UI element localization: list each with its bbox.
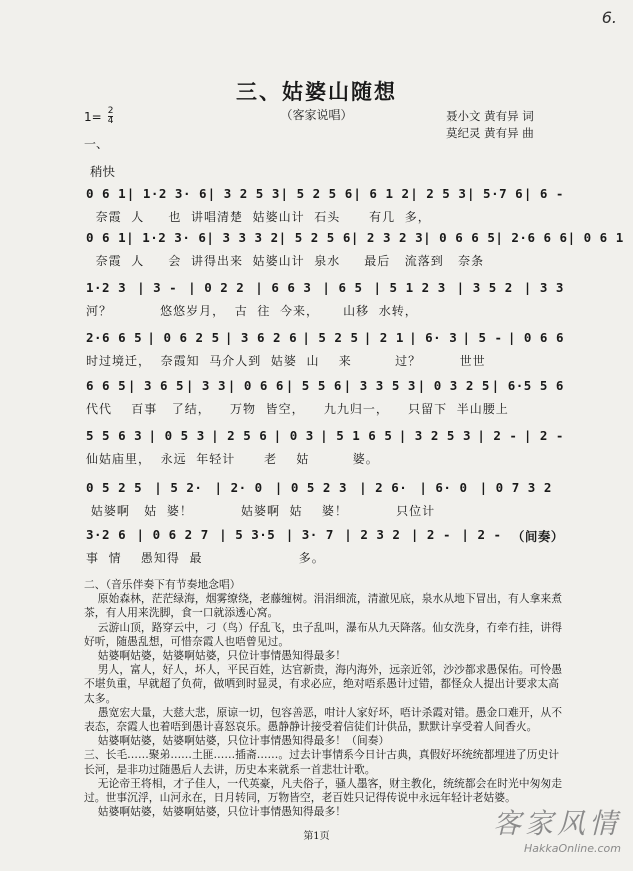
credits: [446, 108, 534, 142]
notation-line: [86, 186, 564, 201]
score-line: [86, 280, 564, 318]
measure: | 0 5 2 3: [274, 480, 348, 495]
song-title: 三、姑婆山随想: [236, 79, 397, 104]
notation-line: [86, 230, 624, 245]
narration-text: [84, 578, 564, 819]
measure: | 6· 3: [409, 330, 458, 345]
measure: | 3 3 3 2: [206, 230, 279, 245]
prose-paragraph: 姑婆啊姑婆，姑婆啊姑婆，只位计事情愚知得最多！（间奏）: [84, 734, 390, 748]
page-footer: 第1页: [303, 831, 330, 842]
song-subtitle: （客家说唱）: [280, 108, 353, 122]
measure: | 0 2 2: [188, 280, 245, 295]
notation-line: [86, 330, 564, 345]
prose-paragraph: 原始森林，茫茫绿海，烟雾缭绕，老藤缠树。涓涓细流，清澈见底，泉水从地下冒出，有人拿来煮茶，有人用来洗脚，食一口就添透心窝。: [84, 592, 562, 620]
time-denominator: 4: [107, 116, 114, 126]
prose-paragraph: 二、（音乐伴奏下有节奏地念唱）: [84, 578, 241, 591]
measure: | 0 6 1: [567, 230, 624, 245]
measure: | 5 2 5: [302, 330, 359, 345]
measure: | 3· 7: [285, 527, 334, 542]
watermark-url: HakkaOnline.com: [524, 842, 621, 855]
measure: | 5·7 6: [467, 186, 524, 201]
measure: 2·6 6 5: [86, 330, 143, 345]
page-corner-number: 6.: [601, 8, 617, 27]
measure: | 2 1: [363, 330, 404, 345]
measure: | 5 2 5 6: [278, 230, 351, 245]
prose-paragraph: 三、长毛……聚弟……土匪……插斋……。过去计事情系今日计古典，真假好坏统统都埋进了历史计长河，是非功过随愚后人去讲，历史本来就系一首悲壮计歌。: [84, 748, 560, 776]
measure: | 3 3 5 3: [343, 378, 416, 393]
measure: 0 6 1: [86, 186, 127, 201]
measure: | 6 6 3: [255, 280, 312, 295]
measure: 3·2 6: [86, 527, 127, 542]
lyric-line: 河？ 悠悠岁月， 古 往 今来， 山移 水转，: [86, 304, 418, 318]
measure: | 3 3: [523, 280, 564, 295]
score-line: [86, 480, 564, 518]
watermark: [493, 802, 621, 855]
section-one-label: 一、: [84, 137, 109, 151]
prose-paragraph: 姑婆啊姑婆，姑婆啊姑婆，只位计事情愚知得最多！: [84, 649, 347, 663]
notation-line: [86, 527, 564, 545]
composer-credit: 莫纪灵 黄有异 曲: [446, 126, 534, 140]
lyric-line: 仙姑庙里， 永远 年轻计 老 姑 婆。: [86, 452, 379, 466]
measure: | 2 -: [410, 527, 451, 542]
measure: | 0 3 2 5: [417, 378, 490, 393]
lyric-line: 事 情 愚知得 最 多。: [86, 551, 325, 565]
measure: | 5 2·: [154, 480, 203, 495]
measure: | 6 -: [523, 186, 564, 201]
measure: | 0 6 6: [507, 330, 564, 345]
measure: | 6·5 5 6: [491, 378, 564, 393]
measure: | 6· 0: [419, 480, 468, 495]
measure: | 2·6 6 6: [495, 230, 568, 245]
measure: | 2 -: [477, 428, 518, 443]
prose-paragraph: 姑婆啊姑婆，姑婆啊姑婆，只位计事情愚知得最多！: [84, 805, 347, 819]
notation-line: [86, 480, 564, 495]
measure: | 3 2 5 3: [207, 186, 280, 201]
measure: | 5 5 6: [285, 378, 342, 393]
watermark-logo-text: 客家风情: [492, 807, 621, 840]
time-signature: [108, 107, 114, 126]
measure: | 0 6 2 7: [136, 527, 209, 542]
measure: | 3 3: [185, 378, 226, 393]
measure: | 0 6 6: [227, 378, 284, 393]
measure: | 2 5 3: [410, 186, 467, 201]
key-signature: [84, 107, 113, 126]
measure: 0 5 2 5: [86, 480, 143, 495]
notation-line: [86, 378, 564, 393]
measure: 6 6 5: [86, 378, 127, 393]
measure: | 3 -: [137, 280, 178, 295]
lyric-line: 奈霞 人 会 讲得出来 姑婆山计 泉水 最后 流落到 奈条: [86, 254, 485, 268]
notation-line: [86, 280, 564, 295]
measure: | 5 -: [462, 330, 503, 345]
measure: | 0 3: [273, 428, 314, 443]
measure: | 3 6 2 6: [224, 330, 298, 345]
score-line: [86, 378, 564, 416]
prose-paragraph: 男人，富人，好人，坏人，平民百姓，达官新贵，海内海外，远亲近邻，沙沙都求愚保佑。可怜愚不堪负重，早就超了负荷，做哂到时显灵，有求必应，绝对唔系愚计过错，都怪众人提出计要求太高太多。: [84, 663, 562, 705]
measure: | 5 1 2 3: [373, 280, 446, 295]
prose-paragraph: 愚宽宏大量，大慈大悲，原谅一切，包容善恶，咁计人家好坏，唔计杀霞对错。愚金口难开，从不表态，奈霞人也着唔到愚计喜怒哀乐。愚静静计接受着信徒们计供品，默默计享受着人间香火。: [84, 705, 562, 734]
lyricist-credit: 聂小文 黄有异 词: [446, 109, 534, 123]
key-label: 1=: [84, 109, 102, 124]
measure: | 6 1 2: [353, 186, 410, 201]
measure: 5 5 6 3: [86, 428, 143, 443]
measure: | 3 2 5 3: [398, 428, 471, 443]
measure: | 5 2 5 6: [280, 186, 353, 201]
lyric-line: 奈霞 人 也 讲唱清楚 姑婆山计 石头 有几 多，: [86, 210, 431, 224]
tempo-marking: 稍快: [90, 164, 116, 179]
measure: | 2 -: [523, 428, 564, 443]
score-line: [86, 330, 564, 368]
measure: | 1·2 3· 6: [126, 186, 208, 201]
measure: | 0 6 6 5: [423, 230, 496, 245]
measure: | 2 6·: [359, 480, 408, 495]
measure: | 2· 0: [214, 480, 263, 495]
measure: | 2 5 6: [211, 428, 268, 443]
score-line: [86, 527, 564, 565]
lyric-line: 时过境迁， 奈霞知 马介人到 姑婆 山 来 过？ 世世: [86, 354, 486, 368]
measure: | 5 3·5: [219, 527, 276, 542]
measure: | 2 3 2 3: [350, 230, 424, 245]
notation-line: [86, 428, 564, 443]
measure: 0 6 1: [86, 230, 127, 245]
measure: | 3 6 5: [127, 378, 185, 393]
score-line: [86, 428, 564, 466]
measure: | 5 1 6 5: [320, 428, 393, 443]
measure: 1·2 3: [86, 280, 127, 295]
measure: | 2 -: [461, 527, 502, 542]
measure: | 0 5 3: [148, 428, 205, 443]
score-line: [86, 230, 624, 268]
prose-paragraph: 无论帝王将相，才子佳人，一代英豪，凡夫俗子，骚人墨客，财主教化，统统都会在时光中匆匆走过。世事沉浮，山河永在，日月转同，万物皆空，老百姓只记得传说中永远年轻计老姑婆。: [84, 776, 562, 805]
measure: | 0 7 3 2: [479, 480, 552, 495]
measure: | 2 3 2: [344, 527, 401, 542]
lyric-line: 代代 百事 了结， 万物 皆空， 九九归一， 只留下 半山腰上: [86, 402, 509, 416]
measure: | 0 6 2 5: [147, 330, 220, 345]
measure: | 3 5 2: [456, 280, 513, 295]
time-numerator: 2: [107, 106, 114, 116]
measure: | 6 5: [322, 280, 363, 295]
lyric-line: 姑婆啊 姑 婆！ 姑婆啊 姑 婆！ 只位计: [86, 504, 436, 518]
score-line: [86, 186, 564, 224]
measure: （间奏）: [511, 529, 564, 544]
measure: | 1·2 3· 6: [126, 230, 207, 245]
prose-paragraph: 云游山顶，路穿云中，刁（鸟）仔乱飞，虫子乱叫，瀑布从九天降落。仙女洗身，冇牵冇挂，讲得好听，随愚乱想，可惜奈霞人也唔曾见过。: [84, 620, 562, 648]
